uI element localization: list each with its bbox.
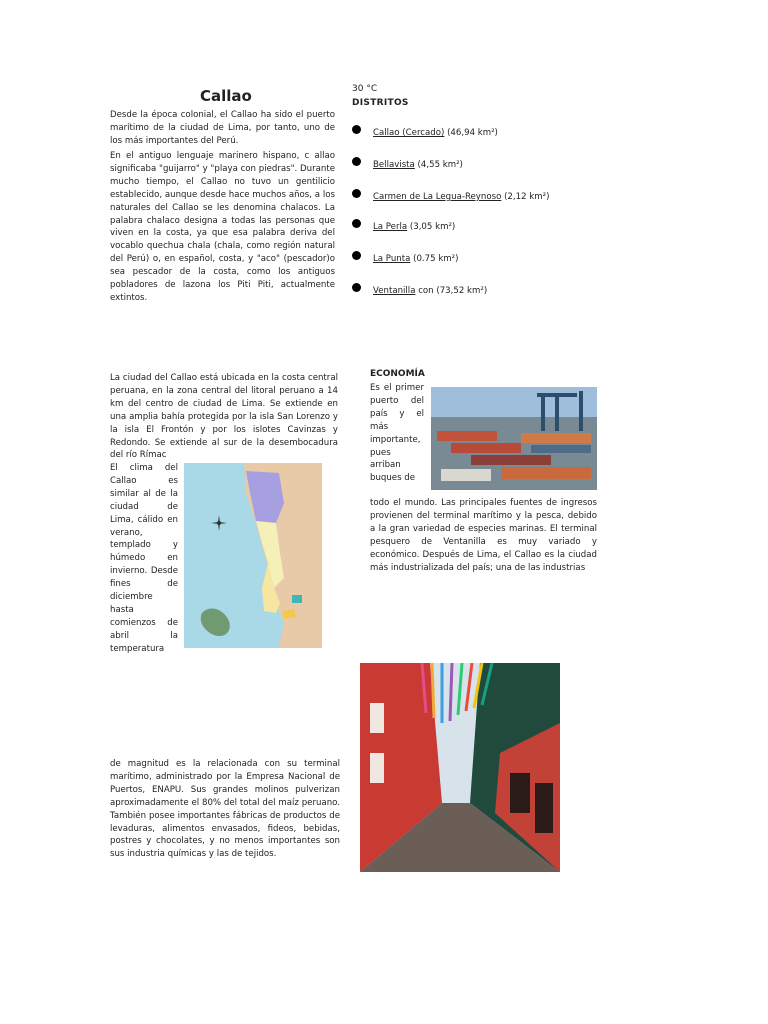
district-link[interactable]: La Punta xyxy=(373,254,411,264)
intro-paragraph-2: En el antiguo lenguaje marinero hispano, c allao significaba "guijarro" y "playa con piedras". Durante mucho tiempo, el Callao no tuvo un gentilicio establecido, aunque desde hace muchos años, a los naturales del Callao se les denomina chalacos. La palabra chalaco designa a todas las personas que viven en la costa, ya que esa palabra deriva del vocablo quechua chala (chala, como región natural del Perú) o, en español, costa, y "aco" (pescador)o sea pescador de la costa, como los antiguos pobladores de lazona los Piti Piti, actualmente extintos. xyxy=(110,151,335,303)
intro-paragraph-1: Desde la época colonial, el Callao ha sido el puerto marítimo de la ciudad de Lima, por tanto, uno de los más importantes del Perú. xyxy=(110,110,335,146)
economy-heading: ECONOMÍA xyxy=(370,369,425,379)
page-title: Callao xyxy=(200,87,252,105)
district-link[interactable]: La Perla xyxy=(373,222,408,232)
bullet-icon xyxy=(352,189,361,198)
bullet-icon xyxy=(352,251,361,260)
bullet-icon xyxy=(352,157,361,166)
industry-paragraph: de magnitud es la relacionada con su terminal marítimo, administrado por la Empresa Nacional de Puertos, ENAPU. Sus grandes molinos pulverizan aproximadamente el 80% del total del maíz peruano. También posee importantes fábricas de productos de levaduras, alimentos envasados, fideos, bebidas, postres y chocolates, y no menos importantes son sus industria químicas y las de tejidos. xyxy=(110,759,340,860)
economy-narrow-text: Es el primer puerto del país y el más importante, pues arriban buques de xyxy=(370,383,424,484)
street-photo xyxy=(360,663,560,872)
bullet-icon xyxy=(352,125,361,134)
district-link[interactable]: Carmen de La Legua-Reynoso xyxy=(373,192,502,202)
district-area: con (73,52 km²) xyxy=(418,286,488,296)
port-photo xyxy=(431,387,597,490)
economy-paragraph: todo el mundo. Las principales fuentes de ingresos provienen del terminal marítimo y la pesca, debido a la gran variedad de especies marinas. El terminal pesquero de Ventanilla es muy variado y económico. Después de Lima, el Callao es la ciudad más industrializada del país; una de las industrias xyxy=(370,498,597,573)
district-area: (2,12 km²) xyxy=(504,192,550,202)
district-link[interactable]: Callao (Cercado) xyxy=(373,128,445,138)
district-area: (4,55 km²) xyxy=(417,160,463,170)
bullet-icon xyxy=(352,219,361,228)
bullet-icon xyxy=(352,283,361,292)
temperature: 30 °C xyxy=(352,84,378,94)
climate-paragraph: El clima del Callao es similar al de la ciudad de Lima, cálido en verano, templado y húmedo en invierno. Desde fines de diciembre hasta comienzos de abril la temperatura xyxy=(110,463,178,654)
location-paragraph: La ciudad del Callao está ubicada en la costa central peruana, en la zona central del litoral peruano a 14 km del centro de ciudad de Lima. Se extiende en una amplia bahía protegida por la isla San Lorenzo y la isla El Frontón y por los islotes Cavinzas y Redondo. Se extiende al sur de la desembocadura del río Rímac xyxy=(110,373,338,461)
district-link[interactable]: Ventanilla xyxy=(373,286,416,296)
districts-heading: DISTRITOS xyxy=(352,98,409,108)
district-area: (46,94 km²) xyxy=(447,128,498,138)
district-area: (3,05 km²) xyxy=(409,222,456,232)
district-link[interactable]: Bellavista xyxy=(373,160,415,170)
district-area: (0.75 km²) xyxy=(413,254,459,264)
callao-map xyxy=(184,463,322,648)
